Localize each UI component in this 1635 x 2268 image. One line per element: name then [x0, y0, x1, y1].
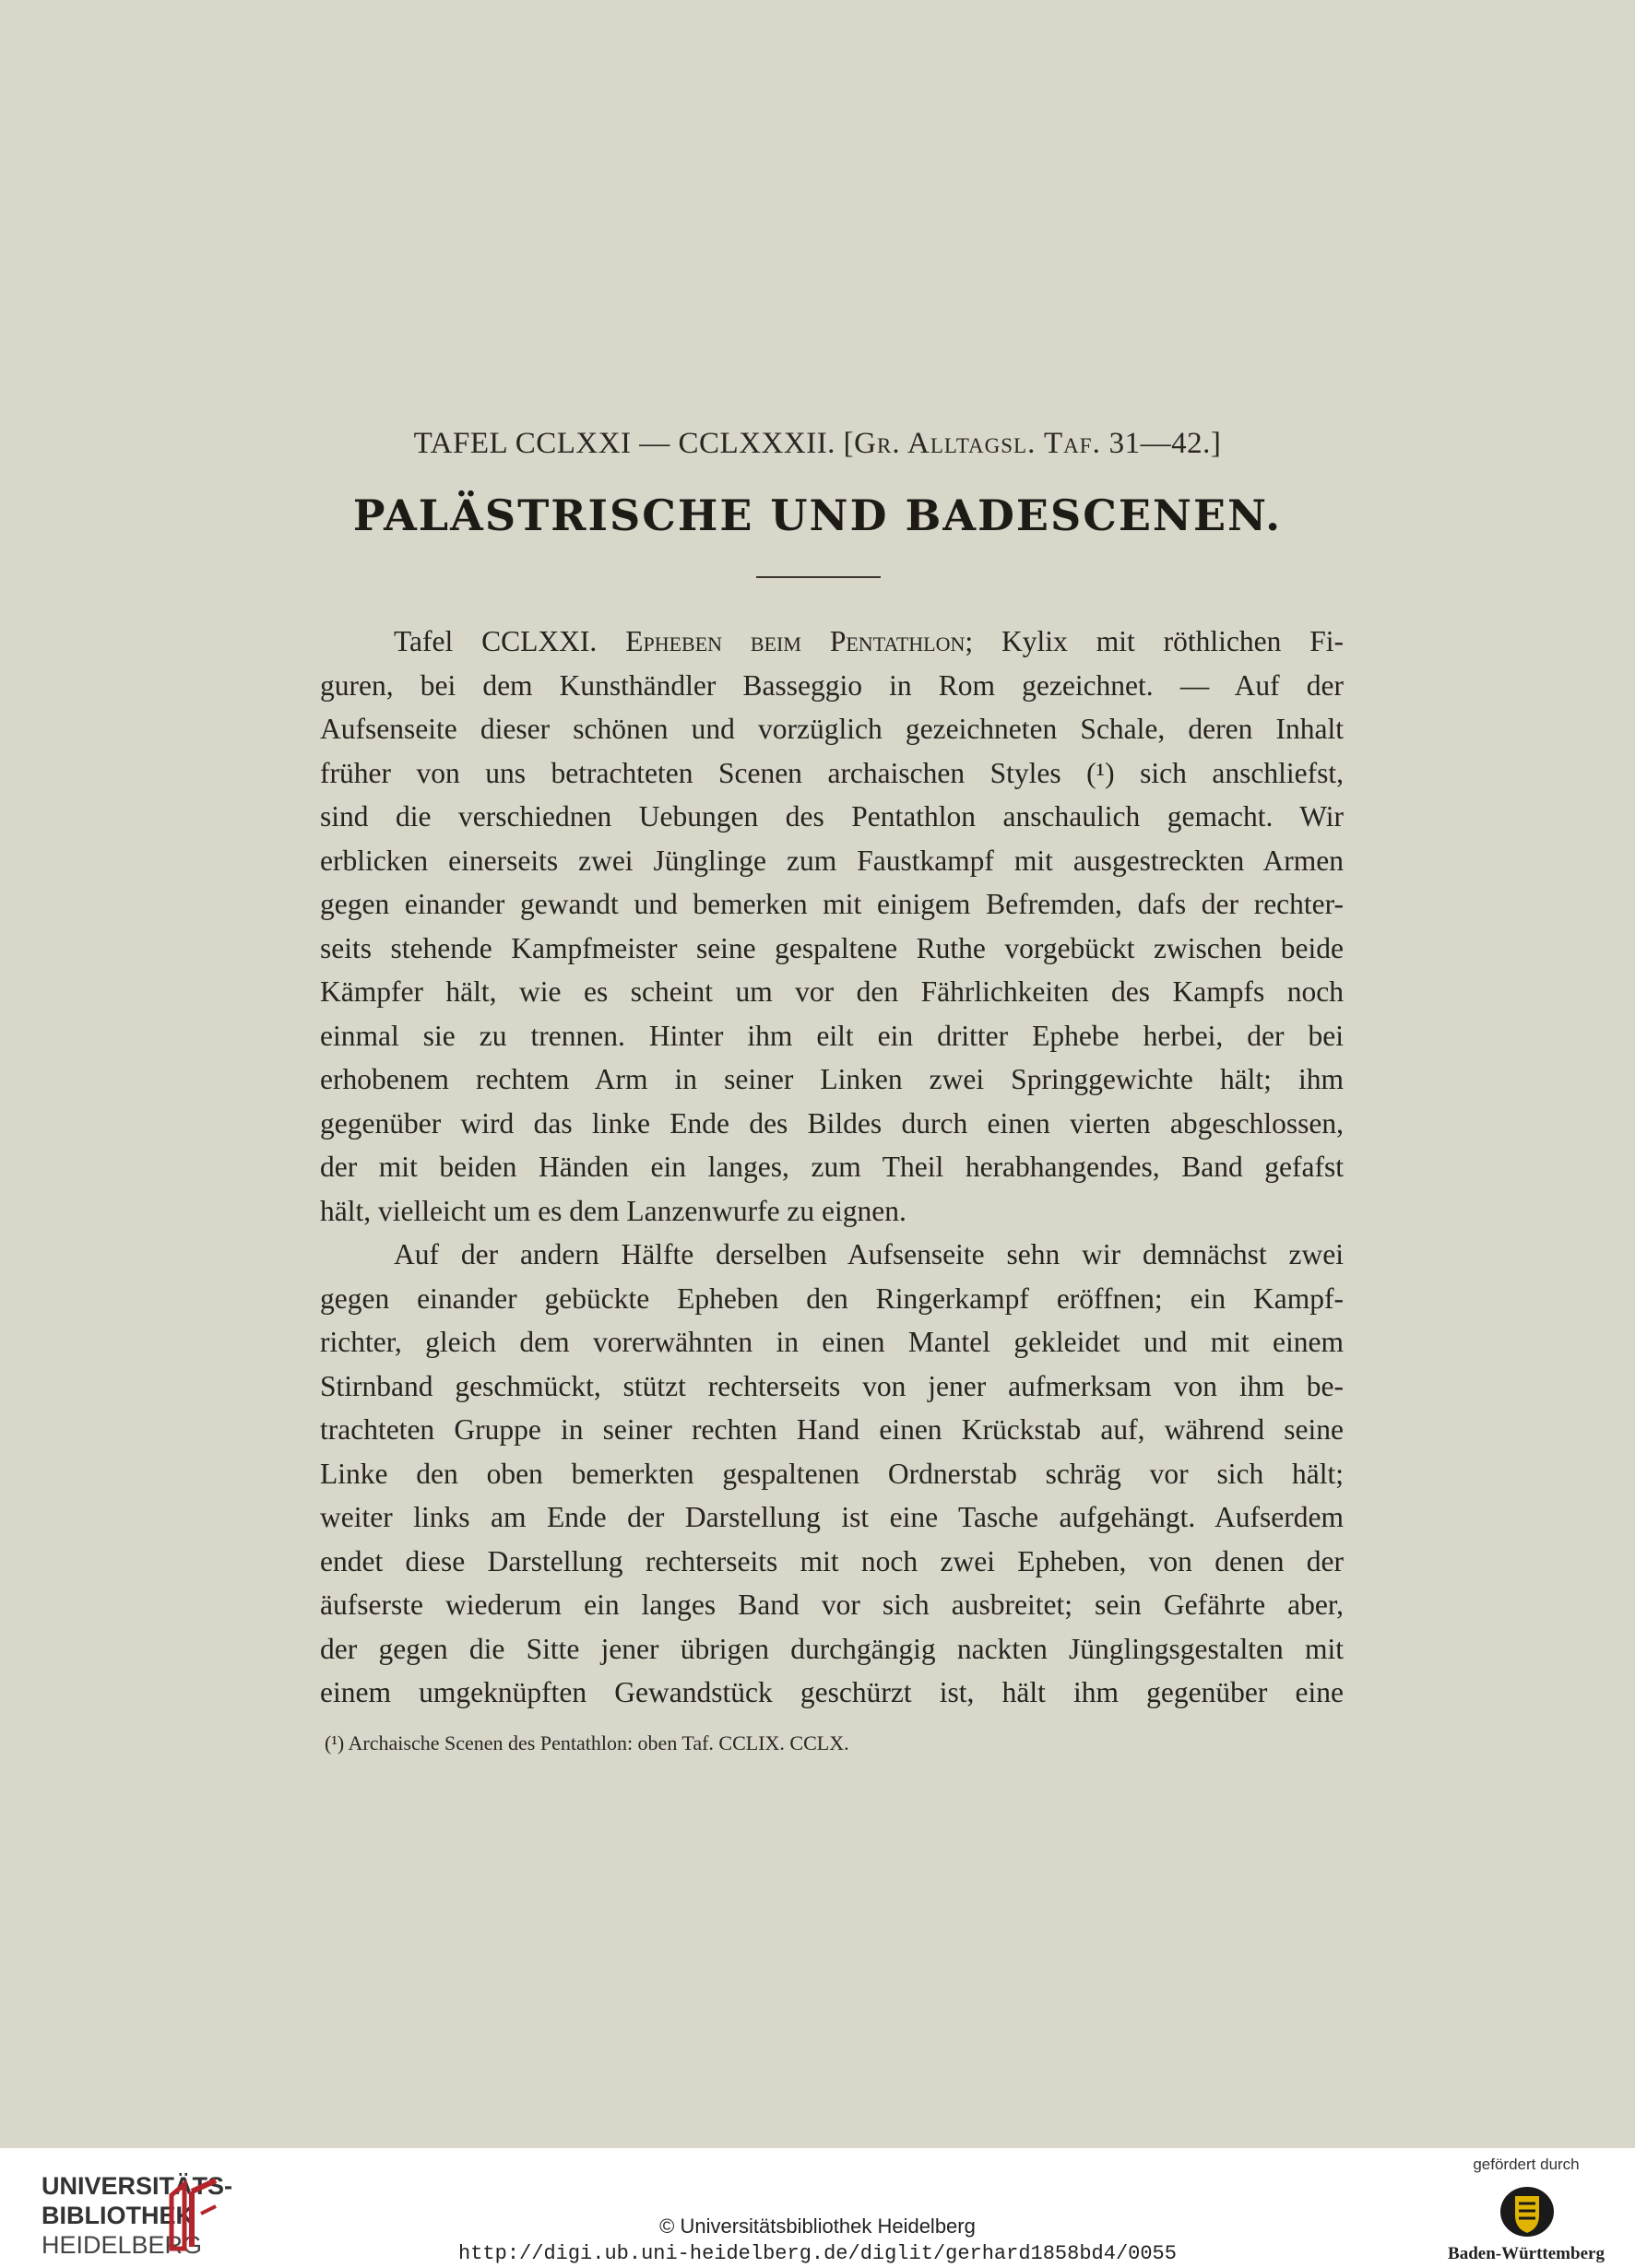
body-line: hält, vielleicht um es dem Lanzenwurfe zu eignen.: [320, 1194, 906, 1227]
sponsor-logo[interactable]: [1434, 2156, 1618, 2266]
body-line: gegen einander gebückte Epheben den Ringerkampf eröffnen; ein Kampf-: [320, 1282, 1344, 1315]
body-line: erhobenem rechtem Arm in seiner Linken zwei Springgewichte hält; ihm: [320, 1063, 1344, 1095]
body-line: Stirnband geschmückt, stützt rechterseits von jener aufmerksam von ihm be-: [320, 1369, 1344, 1402]
body-line: Aufsenseite dieser schönen und vorzüglich gezeichneten Schale, deren Inhalt: [320, 713, 1344, 745]
library-name-line2: BIBLIOTHEK: [41, 2202, 194, 2229]
body-line: gegenüber wird das linke Ende des Bildes durch einen vierten abgeschlossen,: [320, 1106, 1344, 1140]
body-line: der gegen die Sitte jener übrigen durchgängig nackten Jünglingsgestalten mit: [320, 1632, 1344, 1665]
body-line: endet diese Darstellung rechterseits mit noch zwei Epheben, von denen der: [320, 1544, 1344, 1577]
heading-plain: TAFEL CCLXXI — CCLXXXII. [: [413, 427, 855, 460]
subject-smallcaps: Epheben beim Pentathlon;: [625, 625, 974, 657]
body-line: der mit beiden Händen ein langes, zum Theil herabhangendes, Band gefafst: [320, 1151, 1344, 1183]
body-line-first: [320, 620, 1344, 664]
plate-ref: Tafel CCLXXI.: [394, 625, 598, 657]
library-name-line1: UNIVERSITÄTS-: [41, 2172, 233, 2200]
title-divider: [756, 576, 881, 578]
heading-smallcaps: Gr. Alltagsl. Taf.: [854, 427, 1101, 460]
coat-of-arms-icon: [1499, 2183, 1556, 2240]
body-line: äufserste wiederum ein langes Band vor sich ausbreitet; sein Gefährte aber,: [320, 1589, 1344, 1621]
sponsor-caption: gefördert durch: [1473, 2156, 1580, 2173]
body-line-first-rest: Kylix mit röthlichen Fi-: [1001, 625, 1345, 657]
copyright-notice: © Universitätsbibliothek Heidelberg: [659, 2215, 976, 2238]
permalink[interactable]: http://digi.ub.uni-heidelberg.de/diglit/gerhard1858bd4/0055: [458, 2242, 1177, 2265]
heading-end: 31—42.]: [1100, 427, 1222, 460]
plate-heading: [0, 427, 1635, 461]
body-line: guren, bei dem Kunsthändler Basseggio in Rom gezeichnet. — Auf der: [320, 668, 1344, 702]
body-line: erblicken einerseits zwei Jünglinge zum Faustkampf mit ausgestreckten Armen: [320, 844, 1344, 877]
page-title: PALÄSTRISCHE UND BADESCENEN.: [352, 490, 1283, 540]
body-line: trachteten Gruppe in seiner rechten Hand einen Krückstab auf, während seine: [320, 1413, 1344, 1446]
body-line: seits stehende Kampfmeister seine gespaltene Ruthe vorgebückt zwischen beide: [320, 931, 1344, 964]
body-line: sind die verschiednen Uebungen des Pentathlon anschaulich gemacht. Wir: [320, 800, 1344, 833]
body-line: Linke den oben bemerkten gespaltenen Ordnerstab schräg vor sich hält;: [320, 1457, 1344, 1490]
body-line: Auf der andern Hälfte derselben Aufsenseite sehn wir demnächst zwei: [394, 1238, 1344, 1270]
body-line: einmal sie zu trennen. Hinter ihm eilt ein dritter Ephebe herbei, der bei: [320, 1019, 1344, 1052]
body-line: weiter links am Ende der Darstellung ist eine Tasche aufgehängt. Aufserdem: [320, 1501, 1344, 1533]
footnote: (¹) Archaische Scenen des Pentathlon: oben Taf. CCLIX. CCLX.: [325, 1731, 849, 1754]
library-name-line3: HEIDELBERG: [41, 2231, 203, 2259]
body-line: richter, gleich dem vorerwähnten in einen Mantel gekleidet und mit einem: [320, 1326, 1344, 1358]
body-line: gegen einander gewandt und bemerken mit einigem Befremden, dafs der rechter-: [320, 888, 1344, 920]
sponsor-name: Baden-Württemberg: [1448, 2244, 1605, 2263]
body-text: [320, 620, 1344, 1715]
body-line: einem umgeknüpften Gewandstück geschürzt ist, hält ihm gegenüber eine: [320, 1676, 1344, 1708]
body-line: Kämpfer hält, wie es scheint um vor den Fährlichkeiten des Kampfs noch: [320, 975, 1344, 1008]
body-line: früher von uns betrachteten Scenen archaischen Styles (¹) sich anschliefst,: [320, 756, 1344, 789]
